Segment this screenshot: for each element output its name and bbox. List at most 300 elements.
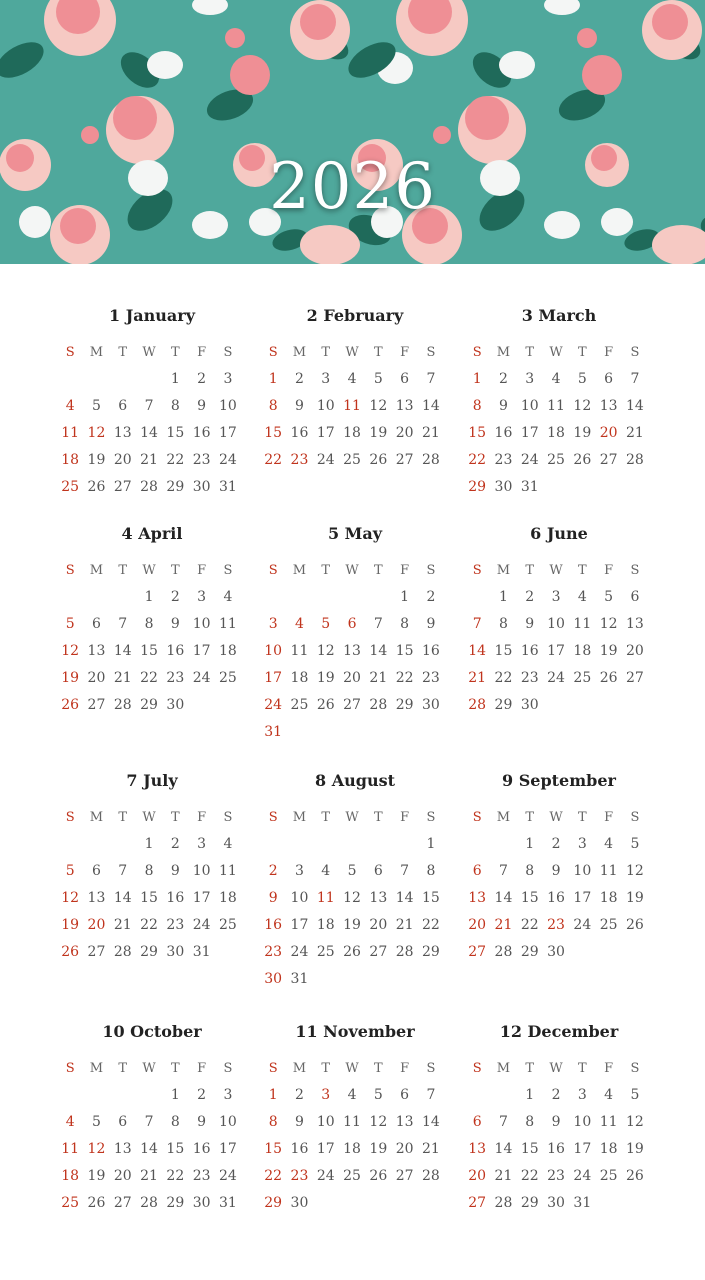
weekday-label: F	[197, 810, 207, 825]
day-cell: 11	[290, 643, 309, 659]
day-cell: 7	[400, 863, 410, 879]
day-cell: 4	[347, 371, 357, 387]
weekday-label: F	[400, 345, 410, 360]
day-cell: 5	[630, 1087, 640, 1103]
empty-cell	[57, 831, 83, 858]
day-cell: 30	[520, 697, 539, 713]
day-cell: 4	[577, 589, 587, 605]
weekday-label: T	[321, 1061, 331, 1076]
day-cell: 5	[373, 1087, 383, 1103]
weekday-label: T	[578, 810, 587, 825]
day-cell: 9	[197, 398, 207, 414]
day-cell: 5	[91, 1114, 101, 1130]
day-cell: 7	[630, 371, 640, 387]
day-cell: 20	[113, 452, 132, 468]
day-cell: 17	[573, 1141, 592, 1157]
day-cell: 2	[294, 1087, 304, 1103]
day-cell: 9	[498, 398, 508, 414]
day-cell: 27	[468, 944, 487, 960]
day-cell: 7	[498, 863, 508, 879]
day-cell: 14	[626, 398, 644, 414]
day-cell: 28	[113, 697, 132, 713]
weekday-label: S	[268, 345, 278, 360]
day-cell: 26	[316, 697, 335, 713]
weekday-label: S	[65, 1061, 75, 1076]
day-cell: 19	[626, 1141, 644, 1157]
day-cell: 22	[494, 670, 513, 686]
weekday-label: S	[426, 563, 436, 578]
day-cell: 29	[520, 944, 539, 960]
day-cell: 8	[472, 398, 482, 414]
weekday-label: M	[496, 345, 511, 360]
day-cell: 27	[369, 944, 388, 960]
day-cell: 19	[369, 1141, 388, 1157]
weekday-label: W	[142, 810, 156, 825]
empty-cell	[464, 1082, 490, 1109]
day-cell: 13	[87, 643, 106, 659]
weekday-label: S	[223, 1061, 233, 1076]
weekday-label: W	[142, 1061, 156, 1076]
day-cell: 9	[170, 616, 180, 632]
day-cell: 1	[144, 589, 154, 605]
day-cell: 1	[525, 836, 535, 852]
month-block	[260, 305, 450, 474]
weekday-label: F	[604, 1061, 614, 1076]
day-cell: 28	[369, 697, 388, 713]
day-cell: 10	[192, 863, 211, 879]
day-cell: 13	[369, 890, 388, 906]
day-cell: 20	[343, 670, 361, 686]
day-cell: 30	[422, 697, 440, 713]
weekday-label: T	[578, 345, 587, 360]
day-cell: 8	[400, 616, 410, 632]
day-cell: 10	[264, 643, 283, 659]
day-cell: 26	[343, 944, 361, 960]
weekday-label: S	[426, 810, 436, 825]
day-cell: 18	[219, 890, 237, 906]
weekday-label: F	[604, 563, 614, 578]
weekday-label: S	[65, 563, 75, 578]
weekday-label: S	[223, 345, 233, 360]
day-cell: 8	[170, 398, 180, 414]
day-cell: 23	[192, 1168, 211, 1184]
day-grid	[260, 339, 450, 474]
weekday-label: T	[118, 1061, 128, 1076]
day-cell: 18	[316, 917, 335, 933]
weekday-label: T	[578, 1061, 587, 1076]
weekday-label: F	[197, 1061, 207, 1076]
month-block	[464, 305, 654, 501]
day-cell: 16	[166, 890, 185, 906]
weekday-label: S	[223, 563, 233, 578]
day-cell: 16	[166, 643, 185, 659]
day-cell: 30	[192, 1195, 211, 1211]
day-cell: 6	[400, 371, 410, 387]
weekday-label: S	[65, 345, 75, 360]
weekday-label: W	[345, 1061, 359, 1076]
weekday-label: M	[89, 810, 104, 825]
day-cell: 21	[494, 917, 513, 933]
empty-cell	[365, 831, 391, 858]
weekday-label: T	[374, 345, 383, 360]
day-cell: 28	[422, 452, 440, 468]
day-cell: 16	[520, 643, 539, 659]
day-cell: 12	[369, 1114, 388, 1130]
day-cell: 23	[422, 670, 440, 686]
day-cell: 7	[426, 1087, 436, 1103]
day-cell: 20	[87, 917, 106, 933]
day-cell: 21	[494, 1168, 513, 1184]
weekday-label: T	[321, 345, 331, 360]
day-cell: 26	[573, 452, 592, 468]
day-cell: 22	[140, 670, 158, 686]
day-cell: 16	[547, 1141, 565, 1157]
day-cell: 5	[347, 863, 357, 879]
day-cell: 26	[61, 697, 80, 713]
weekday-label: F	[604, 345, 614, 360]
day-cell: 1	[426, 836, 436, 852]
day-cell: 10	[573, 863, 592, 879]
day-cell: 26	[626, 1168, 644, 1184]
day-cell: 27	[468, 1195, 487, 1211]
months-grid	[0, 264, 705, 1280]
day-cell: 13	[468, 890, 487, 906]
day-grid	[57, 1055, 247, 1217]
day-cell: 28	[494, 944, 513, 960]
day-cell: 2	[170, 589, 180, 605]
month-title: 12 December	[499, 1022, 619, 1041]
day-cell: 28	[422, 1168, 440, 1184]
day-cell: 21	[140, 452, 158, 468]
day-cell: 16	[422, 643, 440, 659]
day-cell: 25	[219, 917, 237, 933]
day-cell: 8	[426, 863, 436, 879]
day-cell: 17	[547, 643, 565, 659]
day-cell: 5	[373, 371, 383, 387]
day-cell: 21	[369, 670, 388, 686]
day-cell: 29	[140, 944, 158, 960]
weekday-label: T	[118, 810, 128, 825]
month-block	[464, 523, 654, 719]
day-cell: 16	[494, 425, 513, 441]
day-cell: 6	[400, 1087, 410, 1103]
day-cell: 29	[494, 697, 513, 713]
day-cell: 18	[219, 643, 237, 659]
day-cell: 25	[61, 1195, 80, 1211]
weekday-label: M	[89, 345, 104, 360]
day-grid	[464, 557, 654, 719]
weekday-label: S	[630, 810, 640, 825]
day-cell: 4	[65, 1114, 75, 1130]
day-cell: 3	[321, 1087, 331, 1103]
day-cell: 21	[422, 425, 440, 441]
day-cell: 12	[626, 1114, 644, 1130]
day-cell: 5	[91, 398, 101, 414]
day-cell: 15	[520, 890, 539, 906]
day-cell: 7	[144, 1114, 154, 1130]
day-grid	[57, 339, 247, 501]
month-title: 5 May	[327, 524, 383, 543]
day-cell: 9	[551, 863, 561, 879]
month-block	[464, 1021, 654, 1217]
day-cell: 19	[61, 917, 80, 933]
day-cell: 21	[468, 670, 487, 686]
weekday-label: S	[472, 345, 482, 360]
empty-cell	[83, 366, 109, 393]
empty-cell	[260, 831, 286, 858]
empty-cell	[110, 584, 136, 611]
day-cell: 22	[264, 452, 283, 468]
weekday-label: M	[292, 1061, 307, 1076]
day-cell: 17	[520, 425, 539, 441]
day-cell: 30	[166, 944, 185, 960]
empty-cell	[339, 584, 365, 611]
day-cell: 20	[369, 917, 388, 933]
day-cell: 10	[192, 616, 211, 632]
day-cell: 23	[192, 452, 211, 468]
day-cell: 10	[219, 398, 237, 414]
weekday-label: T	[118, 563, 128, 578]
day-cell: 19	[599, 643, 618, 659]
day-cell: 15	[468, 425, 487, 441]
day-cell: 22	[520, 917, 539, 933]
weekday-label: T	[374, 1061, 383, 1076]
day-cell: 9	[170, 863, 180, 879]
weekday-label: W	[549, 345, 563, 360]
day-cell: 30	[547, 944, 565, 960]
day-cell: 7	[144, 398, 154, 414]
day-cell: 18	[343, 1141, 361, 1157]
day-cell: 26	[87, 479, 106, 495]
day-cell: 6	[347, 616, 357, 632]
month-title: 6 June	[530, 524, 588, 543]
day-cell: 9	[294, 1114, 304, 1130]
day-grid	[57, 804, 247, 966]
day-cell: 16	[192, 1141, 211, 1157]
day-cell: 12	[61, 890, 80, 906]
empty-cell	[490, 831, 516, 858]
day-cell: 7	[118, 616, 128, 632]
weekday-label: M	[89, 1061, 104, 1076]
day-grid	[260, 557, 450, 746]
empty-cell	[57, 584, 83, 611]
weekday-label: W	[142, 563, 156, 578]
day-cell: 12	[599, 616, 618, 632]
day-cell: 13	[468, 1141, 487, 1157]
empty-cell	[110, 366, 136, 393]
day-cell: 3	[551, 589, 561, 605]
weekday-label: T	[321, 563, 331, 578]
empty-cell	[313, 584, 339, 611]
day-cell: 24	[290, 944, 309, 960]
month-title: 9 September	[502, 771, 616, 790]
day-cell: 6	[472, 1114, 482, 1130]
day-cell: 15	[264, 425, 283, 441]
day-cell: 3	[294, 863, 304, 879]
day-cell: 3	[223, 371, 233, 387]
empty-cell	[464, 584, 490, 611]
empty-cell	[83, 831, 109, 858]
day-cell: 30	[264, 971, 283, 987]
day-cell: 26	[87, 1195, 106, 1211]
empty-cell	[83, 584, 109, 611]
day-cell: 8	[268, 1114, 278, 1130]
day-cell: 20	[468, 917, 487, 933]
day-cell: 7	[426, 371, 436, 387]
day-cell: 21	[626, 425, 644, 441]
day-cell: 22	[520, 1168, 539, 1184]
weekday-label: S	[630, 345, 640, 360]
weekday-label: T	[525, 1061, 535, 1076]
day-cell: 19	[343, 917, 361, 933]
day-cell: 10	[573, 1114, 592, 1130]
day-cell: 29	[422, 944, 440, 960]
day-cell: 15	[264, 1141, 283, 1157]
day-cell: 4	[65, 398, 75, 414]
day-cell: 26	[61, 944, 80, 960]
day-cell: 3	[223, 1087, 233, 1103]
day-cell: 25	[219, 670, 237, 686]
day-cell: 28	[468, 697, 487, 713]
day-cell: 31	[520, 479, 539, 495]
day-cell: 2	[268, 863, 278, 879]
day-cell: 24	[219, 1168, 237, 1184]
day-cell: 8	[144, 863, 154, 879]
day-cell: 25	[599, 917, 618, 933]
day-cell: 24	[573, 1168, 592, 1184]
day-cell: 23	[547, 917, 565, 933]
day-cell: 1	[268, 371, 278, 387]
day-cell: 3	[197, 836, 207, 852]
day-cell: 19	[369, 425, 388, 441]
day-cell: 29	[166, 1195, 185, 1211]
weekday-label: T	[171, 1061, 180, 1076]
day-cell: 11	[343, 398, 361, 414]
empty-cell	[136, 366, 162, 393]
day-cell: 27	[395, 452, 414, 468]
weekday-label: S	[472, 563, 482, 578]
day-cell: 1	[472, 371, 482, 387]
weekday-label: W	[345, 810, 359, 825]
day-cell: 3	[197, 589, 207, 605]
day-cell: 20	[395, 425, 414, 441]
day-cell: 1	[144, 836, 154, 852]
day-cell: 4	[321, 863, 331, 879]
day-cell: 27	[87, 697, 106, 713]
day-grid	[260, 1055, 450, 1217]
day-cell: 18	[573, 643, 592, 659]
month-block	[57, 305, 247, 501]
day-cell: 19	[316, 670, 335, 686]
weekday-label: W	[345, 345, 359, 360]
day-cell: 25	[316, 944, 335, 960]
day-cell: 11	[219, 616, 237, 632]
day-cell: 23	[290, 452, 309, 468]
day-cell: 28	[140, 479, 158, 495]
day-cell: 24	[520, 452, 539, 468]
day-cell: 29	[264, 1195, 283, 1211]
day-grid	[57, 557, 247, 719]
day-cell: 6	[373, 863, 383, 879]
day-cell: 9	[426, 616, 436, 632]
day-cell: 25	[547, 452, 565, 468]
day-cell: 23	[166, 670, 185, 686]
day-cell: 4	[223, 836, 233, 852]
day-cell: 27	[113, 479, 132, 495]
day-cell: 20	[599, 425, 618, 441]
day-cell: 2	[551, 1087, 561, 1103]
day-cell: 24	[192, 670, 211, 686]
day-cell: 19	[61, 670, 80, 686]
day-cell: 14	[395, 890, 414, 906]
day-cell: 20	[626, 643, 644, 659]
day-cell: 3	[577, 1087, 587, 1103]
day-cell: 25	[343, 452, 361, 468]
weekday-label: F	[400, 563, 410, 578]
day-cell: 14	[113, 890, 132, 906]
day-cell: 12	[626, 863, 644, 879]
day-cell: 17	[290, 917, 309, 933]
day-cell: 15	[140, 890, 158, 906]
day-cell: 15	[166, 425, 185, 441]
weekday-label: T	[578, 563, 587, 578]
day-cell: 13	[343, 643, 361, 659]
empty-cell	[391, 831, 417, 858]
day-cell: 15	[494, 643, 513, 659]
day-cell: 27	[626, 670, 644, 686]
weekday-label: S	[630, 1061, 640, 1076]
empty-cell	[339, 831, 365, 858]
day-cell: 3	[525, 371, 535, 387]
day-cell: 29	[395, 697, 414, 713]
day-cell: 16	[290, 1141, 309, 1157]
day-cell: 18	[290, 670, 309, 686]
month-block	[57, 523, 247, 719]
day-cell: 2	[498, 371, 508, 387]
weekday-label: M	[292, 345, 307, 360]
day-cell: 3	[577, 836, 587, 852]
day-cell: 7	[498, 1114, 508, 1130]
day-cell: 17	[264, 670, 283, 686]
weekday-label: W	[549, 810, 563, 825]
day-cell: 11	[573, 616, 592, 632]
day-cell: 20	[395, 1141, 414, 1157]
weekday-label: T	[171, 563, 180, 578]
day-cell: 14	[369, 643, 388, 659]
weekday-label: T	[525, 345, 535, 360]
day-cell: 26	[599, 670, 618, 686]
day-cell: 16	[264, 917, 283, 933]
day-cell: 14	[140, 425, 158, 441]
day-cell: 4	[347, 1087, 357, 1103]
day-cell: 6	[91, 863, 101, 879]
empty-cell	[57, 366, 83, 393]
day-cell: 2	[294, 371, 304, 387]
day-cell: 18	[61, 452, 80, 468]
day-cell: 30	[494, 479, 513, 495]
month-title: 8 August	[315, 771, 395, 790]
day-cell: 12	[316, 643, 335, 659]
day-cell: 21	[113, 917, 132, 933]
day-cell: 1	[170, 371, 180, 387]
day-cell: 10	[316, 398, 335, 414]
day-cell: 10	[547, 616, 565, 632]
weekday-label: S	[268, 563, 278, 578]
day-cell: 23	[494, 452, 513, 468]
day-cell: 19	[87, 1168, 106, 1184]
day-cell: 19	[87, 452, 106, 468]
day-cell: 2	[170, 836, 180, 852]
